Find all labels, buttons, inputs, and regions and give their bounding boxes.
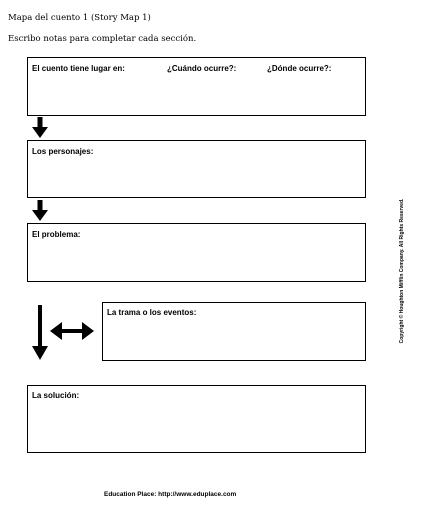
events-box[interactable]	[102, 302, 366, 361]
problem-label: El problema:	[32, 230, 81, 239]
setting-when-label: ¿Cuándo ocurre?:	[167, 64, 237, 73]
page-title: Mapa del cuento 1 (Story Map 1)	[8, 13, 151, 23]
arrow-down-icon	[32, 305, 48, 361]
setting-where-label: El cuento tiene lugar en:	[32, 64, 125, 73]
copyright-note	[397, 178, 406, 364]
footer-link-text[interactable]: Education Place: http://www.eduplace.com	[104, 491, 237, 498]
arrow-left-right-icon	[50, 322, 94, 340]
instructions-text: Escribo notas para completar cada sección.	[8, 34, 197, 44]
problem-box[interactable]	[27, 223, 366, 282]
solution-label: La solución:	[32, 391, 80, 400]
arrow-down-icon	[32, 200, 48, 222]
events-label: La trama o los eventos:	[107, 308, 197, 317]
characters-label: Los personajes:	[32, 147, 94, 156]
setting-where-question-label: ¿Dónde ocurre?:	[267, 64, 332, 73]
arrow-down-icon	[32, 117, 48, 139]
copyright-text: Copyright © Houghton Mifflin Company. All Rights Reserved.	[398, 198, 405, 344]
characters-box[interactable]	[27, 140, 366, 198]
solution-box[interactable]	[27, 385, 366, 453]
setting-box[interactable]	[27, 57, 366, 116]
